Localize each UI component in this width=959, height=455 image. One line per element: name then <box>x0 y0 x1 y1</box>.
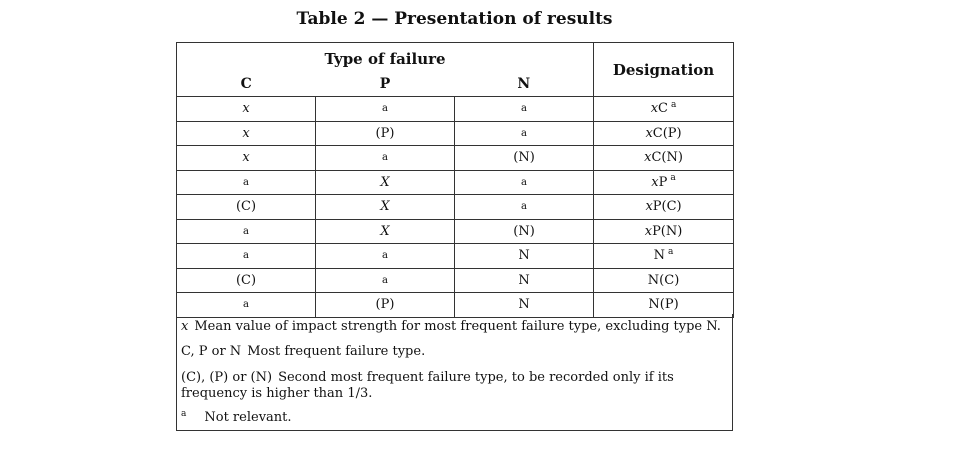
designation-value: xP(N) <box>644 223 683 239</box>
table-row <box>177 121 734 146</box>
cell-designation <box>594 244 734 269</box>
cell-designation <box>594 146 734 171</box>
designation-footnote-mark: a <box>670 99 677 110</box>
designation-value: xC(P) <box>645 125 682 141</box>
column-n-header: N <box>455 71 594 97</box>
type-of-failure-header: Type of failure <box>177 43 594 72</box>
note-text: Not relevant. <box>204 410 292 425</box>
cell-designation <box>594 219 734 244</box>
cell-c: a <box>177 244 316 269</box>
note-mean-value <box>181 319 729 335</box>
cell-n: a <box>455 121 594 146</box>
cell-n: (N) <box>455 146 594 171</box>
note-not-relevant <box>181 410 729 426</box>
cell-p: a <box>316 244 455 269</box>
designation-value: N(C) <box>647 272 680 288</box>
cell-designation <box>594 121 734 146</box>
cell-n: N <box>455 293 594 318</box>
cell-c: a <box>177 293 316 318</box>
table-title: Table 2 — Presentation of results <box>296 9 613 29</box>
designation-value: xC(N) <box>644 150 683 166</box>
column-p-header: P <box>316 71 455 97</box>
note-text: Mean value of impact strength for most frequent failure type, excluding type N. <box>194 319 721 334</box>
table-body <box>177 97 734 318</box>
note-key: x <box>181 319 189 334</box>
table-row <box>177 219 734 244</box>
note-key: (C), (P) or (N) <box>181 370 273 385</box>
cell-c: x <box>177 97 316 122</box>
note-key: C, P or N <box>181 344 242 359</box>
column-c-header: C <box>177 71 316 97</box>
table-row <box>177 146 734 171</box>
cell-p: X <box>316 195 455 220</box>
cell-p: a <box>316 268 455 293</box>
cell-c: a <box>177 170 316 195</box>
designation-value: xP <box>651 174 668 190</box>
cell-c: x <box>177 146 316 171</box>
note-most-frequent <box>181 344 729 360</box>
table-row <box>177 195 734 220</box>
cell-designation <box>594 195 734 220</box>
cell-n: N <box>455 268 594 293</box>
designation-value: N(P) <box>648 297 679 313</box>
cell-c: x <box>177 121 316 146</box>
table-row <box>177 170 734 195</box>
cell-n: a <box>455 195 594 220</box>
table-row <box>177 268 734 293</box>
cell-p: (P) <box>316 121 455 146</box>
cell-c: (C) <box>177 268 316 293</box>
cell-p: X <box>316 170 455 195</box>
cell-designation <box>594 268 734 293</box>
cell-n: a <box>455 170 594 195</box>
cell-n: a <box>455 97 594 122</box>
cell-designation <box>594 170 734 195</box>
designation-header: Designation <box>594 43 734 97</box>
note-text: Most frequent failure type. <box>247 344 426 359</box>
cell-n: N <box>455 244 594 269</box>
cell-c: (C) <box>177 195 316 220</box>
table-row <box>177 244 734 269</box>
cell-p: (P) <box>316 293 455 318</box>
table-notes <box>176 314 733 431</box>
note-second-most-frequent <box>181 370 729 402</box>
note-key: a <box>181 408 187 419</box>
designation-value: xP(C) <box>645 199 682 215</box>
cell-p: a <box>316 146 455 171</box>
cell-designation <box>594 97 734 122</box>
designation-footnote-mark: a <box>668 246 674 257</box>
table-row <box>177 97 734 122</box>
cell-c: a <box>177 219 316 244</box>
designation-value: xC <box>650 101 668 117</box>
note-text: Second most frequent failure type, to be recorded only if its frequency is higher than 1/3. <box>181 370 674 401</box>
designation-footnote-mark: a <box>670 173 676 184</box>
designation-value: N <box>653 248 666 264</box>
results-table <box>176 42 734 318</box>
cell-p: a <box>316 97 455 122</box>
cell-p: X <box>316 219 455 244</box>
cell-n: (N) <box>455 219 594 244</box>
